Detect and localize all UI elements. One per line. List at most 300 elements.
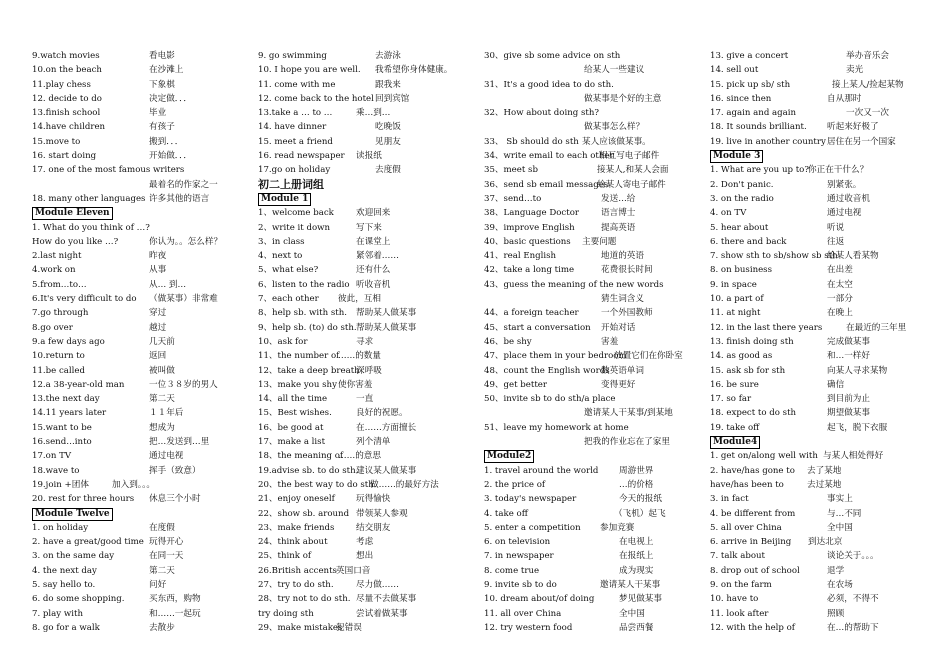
vocab-entry <box>484 507 706 521</box>
vocab-entry <box>484 206 706 220</box>
vocab-entry <box>32 49 254 63</box>
english-phrase: 2. have/has gone to <box>710 465 795 476</box>
chinese-meaning: 我希望你身体健康。 <box>375 65 453 76</box>
vocab-entry <box>32 292 254 306</box>
chinese-meaning: 期望做某事 <box>827 408 870 419</box>
chinese-meaning: 从事 <box>149 265 167 276</box>
vocab-entry <box>32 92 254 106</box>
english-phrase: 14.11 years later <box>32 408 107 419</box>
chinese-meaning: …的价格 <box>619 479 654 490</box>
chinese-meaning: 挥手（致意） <box>149 465 201 476</box>
chinese-meaning: 几天前 <box>149 336 175 347</box>
vocab-entry <box>710 392 948 406</box>
vocab-entry <box>258 406 480 420</box>
vocab-entry <box>258 535 480 549</box>
chinese-meaning: 害羞 <box>601 336 619 347</box>
chinese-meaning: 起飞，脱下衣服 <box>827 422 888 433</box>
english-phrase: 13、make you shy <box>258 379 337 390</box>
chinese-meaning: 成为现实 <box>619 565 654 576</box>
vocab-entry <box>484 249 706 263</box>
english-phrase: 48、count the English words <box>484 365 610 376</box>
chinese-meaning: 退学 <box>827 565 845 576</box>
english-phrase: 15.want to be <box>32 422 92 433</box>
english-phrase: 7.go through <box>32 308 89 319</box>
english-phrase: 16.send…into <box>32 437 92 448</box>
vocab-entry <box>258 221 480 235</box>
chinese-meaning: 结交朋友 <box>356 522 391 533</box>
vocab-entry <box>258 49 480 63</box>
vocab-entry <box>258 364 480 378</box>
english-phrase: 3. in fact <box>710 494 749 505</box>
english-phrase: 5. enter a competition <box>484 522 581 533</box>
vocab-entry <box>32 592 254 606</box>
chinese-meaning: 一个外国教师 <box>601 308 653 319</box>
vocab-entry <box>32 621 254 635</box>
english-phrase: 19. live in another country <box>710 136 826 147</box>
chinese-meaning: 参加竞赛 <box>600 522 635 533</box>
english-phrase: 25、think of <box>258 551 312 562</box>
english-phrase: 9. invite sb to do <box>484 579 557 590</box>
chinese-meaning: 想出 <box>356 551 374 562</box>
vocab-entry <box>710 335 948 349</box>
vocab-entry <box>710 621 948 635</box>
english-phrase: 6. arrive in Beijing <box>710 537 792 548</box>
english-phrase: 18. expect to do sth <box>710 408 797 419</box>
chinese-meaning: 到目前为止 <box>827 394 870 405</box>
vocab-entry <box>710 507 948 521</box>
english-phrase: 23、make friends <box>258 522 335 533</box>
english-phrase: 1. What are you up to? <box>710 165 809 176</box>
chinese-meaning: 跟我来 <box>375 79 401 90</box>
english-phrase: 35、meet sb <box>484 165 538 176</box>
english-phrase: 16. since then <box>710 93 772 104</box>
vocab-entry <box>32 492 254 506</box>
chinese-meaning: 建议某人做某事 <box>356 465 417 476</box>
english-phrase: 10、ask for <box>258 336 308 347</box>
english-phrase: 9.watch movies <box>32 51 100 61</box>
english-phrase: 8.go over <box>32 322 73 333</box>
english-phrase: 13. finish doing sth <box>710 336 794 347</box>
vocab-entry <box>258 421 480 435</box>
english-phrase: 11、the number of <box>258 351 340 362</box>
vocab-entry <box>258 235 480 249</box>
english-phrase: 4. be different from <box>710 508 796 519</box>
vocab-entry <box>258 92 480 106</box>
chinese-meaning: １１年后 <box>149 408 184 419</box>
vocab-entry <box>710 349 948 363</box>
english-phrase: 18. many other languages <box>32 193 146 204</box>
english-phrase: 7. talk about <box>710 551 765 562</box>
vocab-entry <box>484 378 706 392</box>
english-phrase: 13.finish school <box>32 108 101 119</box>
chinese-meaning: 搬到．．． <box>149 136 184 147</box>
vocab-entry <box>484 120 706 134</box>
english-phrase: 32、How about doing sth? <box>484 108 600 119</box>
vocab-entry <box>258 564 480 578</box>
vocab-entry <box>710 178 948 192</box>
english-phrase: 12. in the last there years <box>710 322 823 333</box>
chinese-meaning: 第二天 <box>149 394 175 405</box>
chinese-meaning: 接某人,和某人会面 <box>597 165 669 176</box>
vocab-entry <box>710 278 948 292</box>
english-phrase: 17. again and again <box>710 108 797 119</box>
vocab-entry <box>32 406 254 420</box>
chinese-meaning: 被叫做 <box>149 365 175 376</box>
vocab-entry <box>484 535 706 549</box>
english-phrase: 3. on the radio <box>710 193 774 204</box>
heading-text: Module2 <box>484 450 534 463</box>
vocab-entry <box>484 78 706 92</box>
english-phrase: 9.a few days ago <box>32 336 105 347</box>
vocab-entry <box>484 63 706 77</box>
chinese-meaning: 在……方面擅长 <box>356 422 417 433</box>
section-title <box>258 178 480 192</box>
english-phrase: 13.take a … to … <box>258 108 333 119</box>
vocab-entry <box>484 464 706 478</box>
english-phrase: 11. at night <box>710 308 761 319</box>
english-phrase: 2. Don't panic. <box>710 179 774 190</box>
chinese-meaning: 穿过 <box>149 308 167 319</box>
vocab-entry <box>258 349 480 363</box>
vocab-entry <box>258 321 480 335</box>
vocab-entry <box>710 378 948 392</box>
vocab-entry <box>258 106 480 120</box>
vocab-entry <box>258 149 480 163</box>
vocab-entry <box>32 178 254 192</box>
english-phrase: 15.move to <box>32 136 81 147</box>
vocab-entry <box>32 249 254 263</box>
english-phrase: 1. What do you think of …? <box>32 222 150 233</box>
chinese-meaning: 去度假 <box>375 165 401 176</box>
english-phrase: 30、give sb some advice on sth <box>484 51 621 61</box>
chinese-meaning: 还有什么 <box>356 265 391 276</box>
english-phrase: 19. take off <box>710 422 760 433</box>
english-phrase: 4. the next day <box>32 565 97 576</box>
vocab-entry <box>710 449 948 463</box>
english-phrase: 9、help sb. (to) do sth. <box>258 322 357 333</box>
vocab-entry <box>32 235 254 249</box>
english-phrase: 15. ask sb for sth <box>710 365 786 376</box>
chinese-meaning: 举办音乐会 <box>846 51 889 61</box>
chinese-meaning: 吃晚饭 <box>375 122 401 133</box>
vocab-entry <box>484 621 706 635</box>
vocab-entry <box>710 135 948 149</box>
chinese-meaning: 完成做某事 <box>827 336 870 347</box>
chinese-meaning: 全中国 <box>619 608 645 619</box>
chinese-meaning: 听起来好极了 <box>827 122 879 133</box>
vocab-entry <box>710 63 948 77</box>
chinese-meaning: 往返 <box>827 236 845 247</box>
vocab-entry <box>484 607 706 621</box>
chinese-meaning: 在…的帮助下 <box>827 622 879 633</box>
vocab-entry <box>484 492 706 506</box>
english-phrase: 9. in space <box>710 279 757 290</box>
chinese-meaning: 有孩子 <box>149 122 175 133</box>
chinese-meaning: 开始做．．． <box>149 151 192 162</box>
english-phrase: 12.a 38-year-old man <box>32 379 125 390</box>
chinese-meaning: 梦见做某事 <box>619 594 662 605</box>
chinese-meaning: 在度假 <box>149 522 175 533</box>
vocab-entry <box>484 192 706 206</box>
vocab-entry <box>32 321 254 335</box>
chinese-meaning: 给某人一些建议 <box>584 65 645 76</box>
vocab-entry <box>710 306 948 320</box>
chinese-meaning: 从… 到… <box>149 279 187 290</box>
chinese-meaning: 今天的报纸 <box>619 494 662 505</box>
vocab-entry <box>258 478 480 492</box>
chinese-meaning: （飞机）起飞 <box>614 508 666 519</box>
english-phrase: 22、show sb. around <box>258 508 350 519</box>
chinese-meaning: 你认为。。怎么样？ <box>149 236 223 247</box>
english-phrase: 8. come true <box>484 565 540 576</box>
chinese-meaning: 昨夜 <box>149 251 167 262</box>
vocab-entry <box>32 306 254 320</box>
english-phrase: 1. travel around the world <box>484 465 599 476</box>
english-phrase: 14.have children <box>32 122 106 133</box>
chinese-meaning: 在最近的三年里 <box>846 322 907 333</box>
english-phrase: 45、start a conversation <box>484 322 591 333</box>
chinese-meaning: 越过 <box>149 322 167 333</box>
vocab-entry <box>484 278 706 292</box>
vocab-entry <box>484 578 706 592</box>
english-phrase: 40、basic questions <box>484 236 571 247</box>
vocab-entry <box>710 364 948 378</box>
vocab-entry <box>32 478 254 492</box>
vocab-entry <box>484 306 706 320</box>
chinese-meaning: 事实上 <box>827 494 853 505</box>
english-phrase: 41、real English <box>484 251 557 262</box>
chinese-meaning: 见朋友 <box>375 136 401 147</box>
english-phrase: 3. on the same day <box>32 551 115 562</box>
chinese-meaning: 谈论关于。。。 <box>827 551 879 562</box>
english-phrase: 15. meet a friend <box>258 136 333 147</box>
chinese-meaning: 毕业 <box>149 108 167 119</box>
vocab-entry <box>710 321 948 335</box>
english-phrase: 12、take a deep breath <box>258 365 360 376</box>
vocab-entry <box>484 549 706 563</box>
chinese-meaning: 下象棋 <box>149 79 175 90</box>
english-phrase: 36、send sb email messages <box>484 179 609 190</box>
vocab-entry <box>32 449 254 463</box>
chinese-meaning: 在课堂上 <box>356 236 391 247</box>
chinese-meaning: 一次又一次 <box>846 108 889 119</box>
chinese-meaning: 与某人相处得好 <box>823 451 884 462</box>
english-phrase: 7. show sth to sb/show sb sth <box>710 251 838 262</box>
chinese-meaning: 在农场 <box>827 579 853 590</box>
vocab-entry <box>484 263 706 277</box>
english-phrase: 2、write it down <box>258 222 331 233</box>
english-phrase: 27、try to do sth. <box>258 579 334 590</box>
vocab-entry <box>710 49 948 63</box>
chinese-meaning: 某人应该做某事。 <box>582 136 651 147</box>
english-phrase: 46、be shy <box>484 336 532 347</box>
chinese-meaning: 和……一起玩 <box>149 608 201 619</box>
english-phrase: 50、invite sb to do sth/a place <box>484 394 616 405</box>
english-phrase: 12. with the help of <box>710 622 795 633</box>
english-phrase: 6. there and back <box>710 236 787 247</box>
english-phrase: 10. dream about/of doing <box>484 594 595 605</box>
vocab-entry <box>484 335 706 349</box>
vocab-entry <box>484 592 706 606</box>
english-phrase: 51、leave my homework at home <box>484 422 629 433</box>
english-phrase: 16. start doing <box>32 151 97 162</box>
vocab-entry <box>484 478 706 492</box>
vocab-entry <box>258 292 480 306</box>
vocab-entry <box>710 120 948 134</box>
chinese-meaning: 列个清单 <box>356 437 391 448</box>
english-phrase: 29、make mistakes <box>258 622 343 633</box>
heading-text: 初二上册词组 <box>258 177 324 191</box>
vocab-entry <box>258 335 480 349</box>
english-phrase: 8. go for a walk <box>32 622 100 633</box>
chinese-meaning: 花费很长时间 <box>601 265 653 276</box>
vocab-entry <box>710 106 948 120</box>
english-phrase: 17. so far <box>710 394 752 405</box>
chinese-meaning: ……的数量 <box>338 351 381 362</box>
chinese-meaning: 在出差 <box>827 265 853 276</box>
chinese-meaning: 紧邻着…… <box>356 251 399 262</box>
chinese-meaning: 给某人寄电子邮件 <box>597 179 666 190</box>
chinese-meaning: 主要问题 <box>582 236 617 247</box>
chinese-meaning: 开始对话 <box>601 322 636 333</box>
english-phrase: 14、all the time <box>258 394 328 405</box>
chinese-meaning: 玩得愉快 <box>356 494 391 505</box>
vocab-entry <box>258 507 480 521</box>
english-phrase: 20、the best way to do sth. <box>258 479 377 490</box>
vocab-entry <box>484 392 706 406</box>
chinese-meaning: 决定做．．． <box>149 93 192 104</box>
chinese-meaning: 居住在另一个国家 <box>827 136 896 147</box>
english-phrase: 11. look after <box>710 608 769 619</box>
vocab-entry <box>710 206 948 220</box>
chinese-meaning: 在晚上 <box>827 308 853 319</box>
chinese-meaning: 在太空 <box>827 279 853 290</box>
english-phrase: 28、try not to do sth. <box>258 594 351 605</box>
chinese-meaning: 深呼吸 <box>356 365 382 376</box>
vocab-entry <box>32 521 254 535</box>
english-phrase: 6、listen to the radio <box>258 279 350 290</box>
chinese-meaning: 看电影 <box>149 51 175 61</box>
chinese-meaning: 猜生词含义 <box>601 294 644 305</box>
chinese-meaning: 考虑 <box>356 537 374 548</box>
vocab-entry <box>258 621 480 635</box>
vocab-entry <box>484 349 706 363</box>
chinese-meaning: 去游泳 <box>375 51 401 61</box>
chinese-meaning: 周游世界 <box>619 465 654 476</box>
english-phrase: 24、think about <box>258 537 328 548</box>
english-phrase: 16. be sure <box>710 379 759 390</box>
chinese-meaning: 去了某地 <box>807 465 842 476</box>
heading-text: Module 3 <box>710 150 763 163</box>
chinese-meaning: 接上某人/捡起某物 <box>832 79 904 90</box>
vocab-entry <box>258 263 480 277</box>
chinese-meaning: 与…不同 <box>827 508 862 519</box>
english-phrase: 21、enjoy oneself <box>258 494 335 505</box>
english-phrase: 16、be good at <box>258 422 324 433</box>
english-phrase: 8、help sb. with sth. <box>258 308 347 319</box>
chinese-meaning: 尽量不去做某事 <box>356 594 417 605</box>
english-phrase: 20. rest for three hours <box>32 494 135 505</box>
english-phrase: 47、place them in your bedroom <box>484 351 627 362</box>
module-heading <box>32 507 254 521</box>
vocab-entry <box>710 464 948 478</box>
english-phrase: 37、send…to <box>484 193 542 204</box>
english-phrase: 10. a part of <box>710 294 764 305</box>
vocab-entry <box>710 92 948 106</box>
chinese-meaning: 照顾 <box>827 608 845 619</box>
english-phrase: 12. come back to the hotel <box>258 93 374 104</box>
vocab-entry <box>710 263 948 277</box>
english-phrase: 7. play with <box>32 608 83 619</box>
chinese-meaning: 自从那时 <box>827 93 862 104</box>
english-phrase: 14. as good as <box>710 351 773 362</box>
vocab-entry <box>710 607 948 621</box>
vocab-entry <box>710 535 948 549</box>
chinese-meaning: 英国口音 <box>336 565 371 576</box>
chinese-meaning: 做某事是个好的主意 <box>584 93 662 104</box>
english-phrase: 6.It's very difficult to do <box>32 294 137 305</box>
chinese-meaning: 别紧张。 <box>827 179 862 190</box>
english-phrase: 5、what else? <box>258 265 319 276</box>
vocab-entry <box>32 392 254 406</box>
vocab-entry <box>710 521 948 535</box>
chinese-meaning: 把我的作业忘在了家里 <box>584 437 670 448</box>
vocab-entry <box>258 464 480 478</box>
module-heading <box>710 149 948 163</box>
vocab-entry <box>710 235 948 249</box>
chinese-meaning: 卖光 <box>846 65 864 76</box>
english-phrase: 19.advise sb. to do sth. <box>258 465 359 476</box>
vocab-entry <box>32 421 254 435</box>
chinese-meaning: 通过电视 <box>827 208 862 219</box>
vocab-entry <box>258 249 480 263</box>
column-2 <box>258 49 480 635</box>
chinese-meaning: 放置它们在你卧室 <box>614 351 683 362</box>
module-heading <box>32 206 254 220</box>
vocab-entry <box>258 378 480 392</box>
chinese-meaning: 做某事怎么样？ <box>584 122 645 133</box>
vocab-entry <box>710 592 948 606</box>
chinese-meaning: 语言博士 <box>601 208 636 219</box>
english-phrase: 4、next to <box>258 251 303 262</box>
heading-text: Module 1 <box>258 193 311 206</box>
vocab-entry <box>258 163 480 177</box>
vocab-entry <box>484 49 706 63</box>
chinese-meaning: 在同一天 <box>149 551 184 562</box>
english-phrase: 7. in newspaper <box>484 551 554 562</box>
english-phrase: 9. go swimming <box>258 51 327 61</box>
chinese-meaning: 帮助某人做某事 <box>356 308 417 319</box>
english-phrase: try doing sth <box>258 608 314 619</box>
chinese-meaning: 发送…给 <box>601 193 636 204</box>
vocab-entry <box>32 364 254 378</box>
vocab-entry <box>32 378 254 392</box>
vocab-entry <box>484 564 706 578</box>
vocab-entry <box>484 221 706 235</box>
english-phrase: 18.wave to <box>32 465 80 476</box>
heading-text: Module Eleven <box>32 207 113 220</box>
english-phrase: 11. all over China <box>484 608 562 619</box>
column-3 <box>484 49 706 635</box>
vocab-entry <box>258 135 480 149</box>
vocab-entry <box>32 63 254 77</box>
vocab-entry <box>710 221 948 235</box>
vocab-entry <box>32 78 254 92</box>
chinese-meaning: 在报纸上 <box>619 551 654 562</box>
english-phrase: 2. have a great/good time <box>32 537 144 548</box>
english-phrase: 4.work on <box>32 265 76 276</box>
chinese-meaning: 寻求 <box>356 336 374 347</box>
